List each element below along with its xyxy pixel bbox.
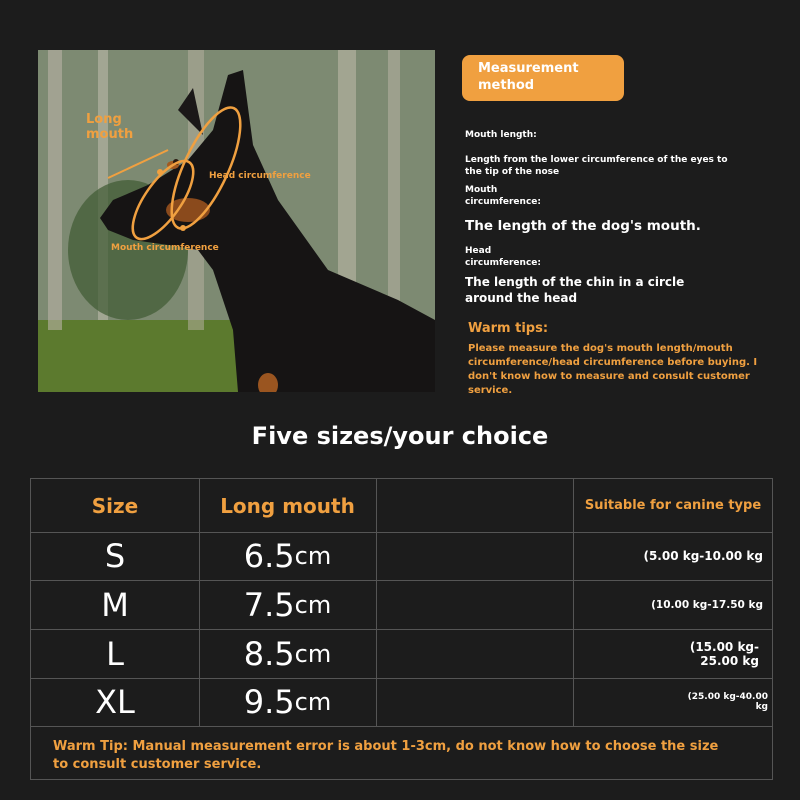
length-value: 8.5 [243, 634, 295, 673]
size-xl: XL [95, 683, 135, 721]
size-m: M [101, 585, 129, 624]
weight-s: (5.00 kg-10.00 kg [643, 549, 763, 563]
mouth-length-text: Length from the lower circumference of the eyes to the tip of the nose [465, 155, 728, 177]
length-value: 9.5 [243, 683, 295, 721]
size-s: S [104, 537, 126, 575]
weight-l: (15.00 kg-25.00 kg [689, 639, 759, 668]
dog-photo [38, 50, 435, 392]
long-mouth-annotation: Long mouth [86, 112, 134, 142]
length-unit: cm [294, 542, 332, 570]
length-value: 7.5 [243, 585, 295, 624]
size-l: L [106, 634, 124, 673]
header-blank [376, 479, 573, 532]
size-table [30, 478, 773, 780]
header-size: Size [91, 493, 139, 518]
length-unit: cm [294, 639, 332, 668]
page-headline: Five sizes/your choice [251, 422, 549, 450]
length-m [199, 580, 376, 629]
mouth-circumference-annotation: Mouth circumference [111, 243, 219, 253]
length-s [199, 532, 376, 580]
head-circumference-annotation: Head circumference [209, 171, 311, 181]
mouth-circumference-label: Mouth circumference: [465, 185, 541, 207]
warm-tips-title: Warm tips: [468, 321, 549, 336]
mouth-length-label: Mouth length: [465, 130, 537, 140]
header-long-mouth: Long mouth [220, 493, 355, 518]
warm-tips-text: Please measure the dog's mouth length/mouth circumference/head circumference before buying. I don't know how to measure and consult customer service. [468, 343, 758, 396]
table-footer-tip: Warm Tip: Manual measurement error is about 1-3cm, do not know how to choose the size to consult customer service. [53, 739, 719, 772]
row-divider [31, 726, 772, 727]
weight-xl: (25.00 kg-40.00 kg [687, 692, 768, 712]
length-unit: cm [294, 590, 332, 619]
mouth-circumference-text: The length of the dog's mouth. [465, 218, 701, 234]
length-l [199, 629, 376, 678]
length-xl [199, 678, 376, 726]
weight-m: (10.00 kg-17.50 kg [651, 598, 763, 611]
head-circumference-label: Head circumference: [465, 246, 541, 268]
header-canine-type: Suitable for canine type [584, 498, 762, 513]
doberman-illustration [38, 50, 435, 392]
length-unit: cm [294, 688, 332, 716]
length-value: 6.5 [243, 537, 295, 575]
measurement-method-badge: Measurement method [462, 55, 624, 101]
head-circumference-text: The length of the chin in a circle around the head [465, 275, 685, 305]
